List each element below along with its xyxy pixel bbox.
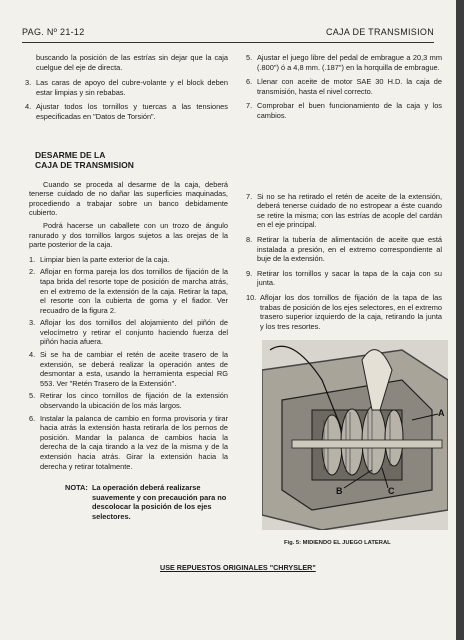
list-item — [246, 77, 442, 96]
list-item — [29, 414, 228, 472]
item-number: 2. — [29, 267, 36, 277]
item-text: Aflojar en forma pareja los dos tornillos de fijación de la tapa brida del resorte tope de posición de marcha atrás, en el extremo de la extensión de la caja. Retirar la tapa, el resorte con la cubierta de goma y el fiador. Ver recuadro de la figura 2. — [40, 267, 228, 315]
item-text: Llenar con aceite de motor SAE 30 H.D. la caja de transmisión, hasta el nivel correcto. — [257, 77, 442, 96]
list-item — [29, 267, 228, 315]
figure-label-a: A — [438, 408, 445, 418]
page-number: PAG. Nº 21-12 — [22, 27, 85, 37]
list-item — [246, 192, 442, 230]
item-text: Aflojar los dos tornillos de fijación de la tapa de las trabas de posición de los ejes selectores, en el extremo trasero superior izquierdo de la caja, retirando la junta y los tres resortes. — [260, 292, 442, 331]
list-item — [246, 101, 442, 120]
item-text: Las caras de apoyo del cubre-volante y el block deben estar limpias y sin rebabas. — [36, 78, 228, 97]
figure-label-c: C — [388, 486, 395, 496]
section-heading: CAJA DE TRANSMISION — [325, 27, 434, 37]
page-footer: USE REPUESTOS ORIGINALES "CHRYSLER" — [160, 563, 316, 572]
transmission-illustration — [262, 340, 448, 530]
figure-label-b: B — [336, 486, 343, 496]
item-number: 7. — [246, 191, 253, 201]
item-number: 6. — [29, 413, 36, 423]
item-number: 9. — [246, 268, 253, 278]
list-item — [246, 269, 442, 288]
column-spacer — [246, 126, 442, 192]
continued-text: buscando la posición de las estrías sin dejar que la caja cuelgue del eje de directa. — [36, 53, 228, 72]
section-title-line-1: DESARME DE LA — [35, 149, 106, 160]
figure-transmission-photo — [262, 340, 448, 530]
figure-caption: Fig. 5: MIDIENDO EL JUEGO LATERAL — [284, 540, 391, 546]
list-item — [25, 102, 228, 121]
intro-paragraph: Podrá hacerse un caballete con un trozo de ángulo ranurado y dos tornillos largos sujetos a las orejas de la parte posterior de la caja. — [29, 220, 228, 250]
note-block — [65, 483, 228, 521]
item-text: Instalar la palanca de cambio en forma provisoria y tirar hacia atrás la extensión hasta retirarla de los pernos de posición. Mandar la palanca de cambios hacia la derecha de la caja tirando a la vez de la misma y de la extensión hacia atrás. Girar la extensión hacia la derecha y retirar totalmente. — [40, 413, 228, 471]
header-rule — [22, 42, 434, 43]
list-item — [29, 350, 228, 388]
item-text: Aflojar los dos tornillos del alojamiento del piñón de velocímetro y retirar el conjunto haciendo fuerza del piñón hacia afuera. — [40, 318, 228, 347]
item-number: 1. — [29, 254, 36, 264]
item-number: 8. — [246, 234, 253, 244]
steps-list — [29, 255, 228, 471]
list-item — [25, 78, 228, 97]
item-number: 5. — [246, 53, 253, 62]
list-item — [29, 391, 228, 410]
list-item — [246, 235, 442, 264]
item-text: Ajustar todos los tornillos y tuercas a las tensiones especificadas en "Datos de Torsión". — [36, 102, 228, 121]
note-text: La operación deberá realizarse suavemente y con precaución para no descolocar la posición de los ejes selectores. — [92, 483, 227, 521]
item-text: Si no se ha retirado el retén de aceite de la extensión, deberá tenerse cuidado de no estropear a éste cuando se retire la misma; con las estrías de acople del cardán en el eje principal. — [257, 191, 442, 230]
item-text: Comprobar el buen funcionamiento de la caja y los cambios. — [257, 101, 442, 120]
item-text: Si se ha de cambiar el retén de aceite trasero de la extensión, se deberá realizar la operación antes de desmontar a esta, usando la herramienta especial RG 553. Ver "Retén Trasero de la Extensión". — [40, 350, 228, 388]
item-text: Limpiar bien la parte exterior de la caja. — [40, 254, 170, 264]
item-number: 6. — [246, 77, 253, 87]
list-item — [29, 255, 228, 265]
item-number: 10. — [246, 292, 257, 302]
item-number: 4. — [25, 102, 32, 112]
list-item — [246, 53, 442, 72]
item-text: Retirar los tornillos y sacar la tapa de la caja con su junta. — [257, 268, 442, 288]
item-text: Retirar la tubería de alimentación de aceite que está instalada a presión, en el extremo correspondiente al buje de la extensión. — [257, 234, 442, 264]
intro-paragraph: Cuando se proceda al desarme de la caja, deberá tenerse cuidado de no dañar las superficies maquinadas, procediendo a trabajar sobre un banco debidamente cubierto. — [29, 179, 228, 218]
section-title — [35, 150, 228, 171]
item-number: 7. — [246, 101, 253, 111]
list-item — [246, 293, 442, 331]
item-number: 4. — [29, 350, 36, 360]
item-number: 3. — [29, 318, 36, 328]
item-text: Ajustar el juego libre del pedal de embrague a 20,3 mm (.800") ó a 4,8 mm. (.187") en la horquilla de embrague. — [257, 53, 442, 72]
section-title-line-2: CAJA DE TRANSMISION — [35, 160, 134, 171]
left-column — [25, 53, 228, 522]
item-number: 3. — [25, 78, 32, 88]
item-text: Retirar los cinco tornillos de fijación de la extensión observando la ubicación de los más largos. — [40, 391, 228, 411]
page-edge-shadow — [456, 0, 464, 640]
right-column — [246, 53, 442, 336]
note-label: NOTA: — [65, 483, 88, 493]
list-item — [29, 318, 228, 347]
item-number: 5. — [29, 391, 36, 401]
